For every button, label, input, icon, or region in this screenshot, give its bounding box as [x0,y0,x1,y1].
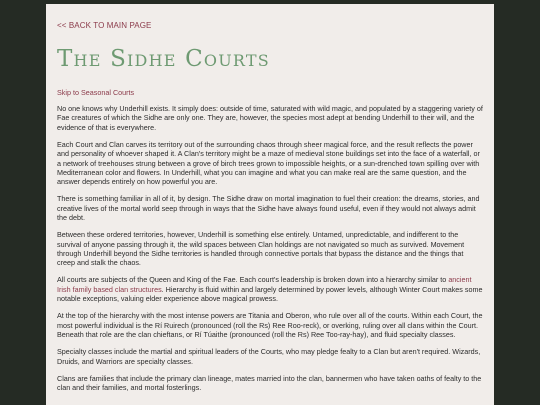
paragraph-court-hierarchy [57,275,483,303]
page-title: The Sidhe Courts [57,46,270,72]
back-to-main-page-link[interactable]: << BACK TO MAIN PAGE [57,21,152,30]
paragraph-court-territories: Each Court and Clan carves its territory out of the surrounding chaos through sheer magical force, and the result reflects the power and personality of whoever shaped it. A Clan's territory might be a maze of medieval stone buildings set into the face of a waterfall, or a network of treehouses strung between a grove of birch trees grown to impossible heights, or a sun-drenched town spilling over with Mediterranean color and flowers. In Underhill, what you can imagine and what you can make real are the same question, and the answer depends entirely on how powerful you are. [57,139,480,187]
skip-to-seasonal-courts-link[interactable]: Skip to Seasonal Courts [57,88,135,97]
paragraph-clans: Clans are families that include the primary clan lineage, mates married into the clan, bannermen who have taken oaths of fealty to the clan and their families, and mortal fosterlings. [57,373,482,392]
clan-structures-link[interactable]: ancient Irish family based clan structures [57,275,472,294]
content-page [46,4,494,405]
paragraph-underhill-exists: No one knows why Underhill exists. It simply does: outside of time, saturated with wild magic, and populated by a staggering variety of Fae creatures of which the Sidhe are only one. They are, however, the species most adept at bending Underhill to their will, and the evidence of that is everywhere. [57,104,483,132]
article-body [57,104,483,392]
paragraph-wild-spaces: Between these ordered territories, however, Underhill is something else entirely. Untamed, unpredictable, and indifferent to the survival of anyone passing through it, the wild spaces between Clan holdings are not navigated so much as survived. Movement through Underhill beyond the Sidhe territories is handled through connective portals that bypass the distance and the things that creep and stalk the chaos. [57,230,465,268]
paragraph-text: . Hierarchy is fluid within and largely determined by power levels, although Winter Court makes some notable exceptions, valuing elder experience above magical prowess. [57,284,483,304]
paragraph-titania-oberon: At the top of the hierarchy with the most intense powers are Titania and Oberon, who rule over all of the courts. Within each Court, the most powerful individual is the Rí Ruirech (pronounced (roll the Rs) Ree Roo-reck), or overking, ruling over all clans within the Court. Beneath that role are the clan chieftans, or Rí Túaithe (pronounced (roll the Rs) Ree Too-ray-hay), and fluid specialty classes. [57,311,483,340]
paragraph-specialty-classes: Specialty classes include the martial and spiritual leaders of the Courts, who may pledge fealty to a Clan but aren't required. Wizards, Druids, and Warriors are specialty classes. [57,347,481,366]
paragraph-mortal-imagination: There is something familiar in all of it, by design. The Sidhe draw on mortal imagination to fuel their creation: the dreams, stories, and creative lives of the mortal world seep through in ways that the Sidhe have always found useful, even if they would not always admit the debt. [57,194,480,223]
paragraph-text: All courts are subjects of the Queen and King of the Fae. Each court's leadership is broken down into a hierarchy similar to [57,275,449,285]
